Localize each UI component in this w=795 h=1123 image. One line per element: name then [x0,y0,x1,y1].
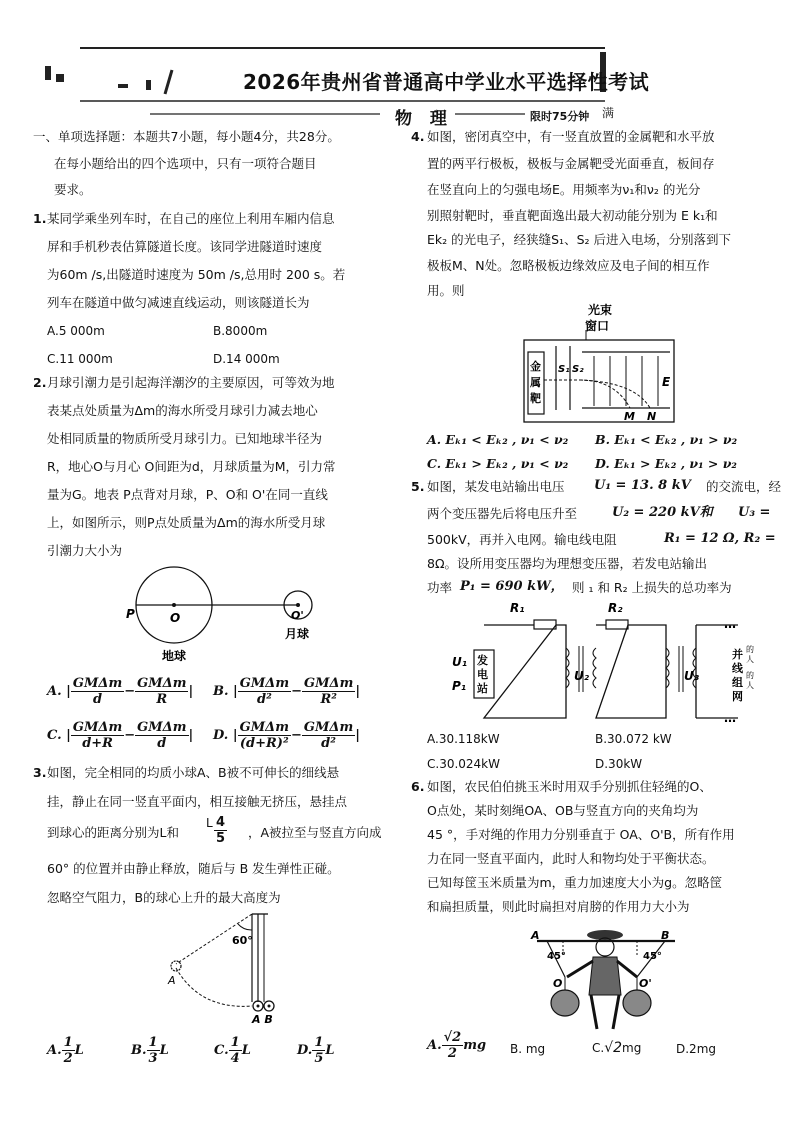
q2-text: 表某点处质量为Δm的海水所受月球引力减去地心 [47,403,318,418]
q6-option-b[interactable]: B. mg [510,1042,546,1056]
q4-label-n: N [647,410,657,423]
q4-label-target-2: 属 [530,376,541,389]
q5-text: 的交流电，经 [706,479,782,494]
q4-text: 如图，密闭真空中，有一竖直放置的金属靶和水平放 [427,129,715,144]
q4-text: 极板M、N处。忽略极板边缘效应及电子间的相互作 [427,258,710,273]
q5-u1: U₁ = 13. 8 kV [594,478,691,493]
q3-number: 3. [33,765,47,780]
q5-option-c[interactable]: C.30.024kW [427,757,500,771]
q4-label-window: 窗口 [585,319,610,333]
q3-text: 挂，静止在同一竖直平面内，相互接触无挤压，悬挂点 [47,794,348,809]
q3-option-d[interactable]: D. $\frac{1}{5}$ L [297,1035,335,1066]
q2-label-p: P [126,607,135,621]
section-heading: 一、单项选择题：本题共7小题，每小题4分，共28分。 [33,129,340,144]
q3-pendulum-figure [160,910,300,1025]
q2-label-earth: 地球 [162,649,187,663]
q3-label-angle: 60° [232,934,253,947]
q5-option-b[interactable]: B.30.072 kW [595,732,672,746]
q6-text: 和扁担质量，则此时扁担对肩膀的作用力大小为 [427,899,690,914]
q2-text: 上，如图所示，则P点处质量为Δm的海水所受月球 [47,515,326,530]
q1-option-c[interactable]: C.11 000m [47,352,113,366]
q4-label-s1: S₁ [558,364,570,375]
q5-label-r1: R₁ [510,601,525,615]
q4-option-c[interactable]: C. Eₖ₁ > Eₖ₂ , ν₁ < ν₂ [427,456,569,471]
q4-photoelectric-figure [520,300,690,425]
q2-text: 量为G。地表 P点背对月球，P、O和 O'在同一直线 [47,487,328,502]
q3-text: 到球心的距离分别为L和 [47,825,179,840]
q2-text: 月球引潮力是引起海洋潮汐的主要原因，可等效为地 [47,375,335,390]
q1-text: 屏和手机秒表估算隧道长度。该同学进隧道时速度 [47,239,323,254]
q3-option-a[interactable]: A. $\frac{1}{2}$ L [47,1035,84,1066]
q5-station-3: 站 [477,682,488,695]
q5-side-1: 的 [746,645,754,654]
q2-number: 2. [33,375,47,390]
full-mark: 满 [602,106,615,120]
q4-option-d[interactable]: D. Eₖ₁ > Eₖ₂ , ν₁ > ν₂ [595,456,737,471]
q3-fraction: $\frac{4}{5}$ [216,815,226,846]
q4-label-s2: S₂ [572,364,584,375]
q5-grid-3: 组 [732,676,743,689]
q6-option-a[interactable]: A. $\frac{√2}{2}$ mg [427,1030,487,1061]
q4-text: 在竖直向上的匀强电场E。用频率为ν₁和ν₂ 的光分 [427,182,701,197]
q5-u2: U₂ = 220 kV和 [612,505,713,520]
q2-option-b[interactable]: B. | $\frac{\text{GMΔm}}{\text{d²}}$ − $\frac{\text{GMΔm}}{\text{R²}}$ | [213,676,361,707]
q5-number: 5. [411,479,425,494]
q5-text: 则 ₁ 和 R₂ 上损失的总功率为 [572,580,732,595]
q2-option-c[interactable]: C. | $\frac{\text{GMΔm}}{d+R}$ − $\frac{\text{GMΔm}}{d}$ | [47,720,194,751]
q6-label-a: A [531,929,540,942]
q5-grid-2: 线 [732,662,743,675]
q6-label-b: B [661,929,670,942]
q2-label-moon: 月球 [285,627,310,641]
q4-text: 用。则 [427,283,465,298]
q3-text: ，A被拉至与竖直方向成 [248,825,382,840]
q6-number: 6. [411,779,425,794]
q6-text: O点处，某时刻绳OA、OB与竖直方向的夹角均为 [427,803,699,818]
q5-grid-4: 网 [732,690,743,703]
q5-side-2: 人 [746,655,754,664]
section-instruction-2: 要求。 [54,182,92,197]
q3-label-ab: A B [252,1013,273,1025]
q5-label-u1: U₁ [452,655,467,669]
q1-option-a[interactable]: A.5 000m [47,324,105,338]
q3-text: 忽略空气阻力，B的球心上升的最大高度为 [47,890,281,905]
q1-text: 列车在隧道中做匀减速直线运动，则该隧道长为 [47,295,310,310]
q5-text: 两个变压器先后将电压升至 [427,506,578,521]
q4-option-a[interactable]: A. Eₖ₁ < Eₖ₂ , ν₁ < ν₂ [427,432,569,447]
q6-farmer-figure [525,925,685,1033]
q5-u3: U₃ = [738,505,771,520]
q3-option-b[interactable]: B. $\frac{1}{3}$ L [131,1035,169,1066]
exam-title: 2026年贵州省普通高中学业水平选择性考试 [243,70,650,94]
q3-label-a: A [168,974,176,987]
q4-label-beam: 光束 [588,303,613,317]
q3-option-c[interactable]: C. $\frac{1}{4}$ L [214,1035,251,1066]
q6-label-o: O [553,977,563,990]
q2-text: 引潮力大小为 [47,543,123,558]
section-instruction: 在每小题给出的四个选项中，只有一项符合题目 [54,156,317,171]
q3-text: 如图，完全相同的均质小球A、B被不可伸长的细线悬 [47,765,340,780]
q2-text: R，地心O与月心 O间距为d，月球质量为M，引力常 [47,459,336,474]
time-limit: 限时75分钟 [530,110,590,123]
q3-text: 60° 的位置并由静止释放，随后与 B 发生弹性正碰。 [47,861,340,876]
q2-label-o: O [170,611,181,625]
q6-text: 已知每筐玉米质量为m，重力加速度大小为g。忽略筐 [427,875,723,890]
q6-text: 力在同一竖直平面内，此时人和物均处于平衡状态。 [427,851,715,866]
svg-text:…: … [724,711,736,725]
q5-text: 500kV，再并入电网。输电线电阻 [427,532,617,547]
q3-frac-prefix: L [206,816,213,830]
q6-label-angle-left: 45° [547,951,566,962]
q2-label-o2: O' [291,609,304,622]
q1-option-d[interactable]: D.14 000m [213,352,280,366]
q6-text: 如图，农民伯伯挑玉米时用双手分别抓住轻绳的O、 [427,779,712,794]
q4-text: Ek₂ 的光电子，经狭缝S₁、S₂ 后进入电场，分别落到下 [427,232,731,247]
q4-label-m: M [624,410,635,423]
q5-grid-1: 并 [732,648,743,661]
q5-option-a[interactable]: A.30.118kW [427,732,500,746]
subject-title: 物 理 [395,109,453,129]
q5-label-p1: P₁ [452,679,467,693]
q4-number: 4. [411,129,425,144]
q2-text: 处相同质量的物质所受月球引力。已知地球半径为 [47,431,323,446]
q6-label-angle-right: 45° [643,951,662,962]
q1-option-b[interactable]: B.8000m [213,324,268,338]
q2-option-a[interactable]: A. | $\frac{\text{GMΔm}}{d}$ − $\frac{\text{GMΔm}}{R}$ | [47,676,194,707]
q6-text: 45 °，手对绳的作用力分别垂直于 OA、O'B，所有作用 [427,827,735,842]
q5-station-2: 电 [477,668,488,681]
q5-r: R₁ = 12 Ω, R₂ = [664,531,776,546]
q6-option-d[interactable]: D.2mg [676,1042,716,1056]
q1-text: 为60m /s,出隧道时速度为 50m /s,总用时 200 s。若 [47,267,346,282]
q4-label-target-3: 靶 [530,392,541,405]
q5-station-1: 发 [477,654,488,667]
q1-text: 某同学乘坐列车时，在自己的座位上利用车厢内信息 [47,211,335,226]
q5-text: 如图，某发电站输出电压 [427,479,565,494]
q6-option-c[interactable]: C.√2mg [592,1040,642,1056]
q4-text: 别照射靶时，垂直靶面逸出最大初动能分别为 E k₁和 [427,208,718,223]
q4-text: 置的两平行极板，极板与金属靶受光面垂直，板间存 [427,156,715,171]
q1-number: 1. [33,211,47,226]
q5-transformer-circuit [448,598,758,726]
q2-option-d[interactable]: D. | $\frac{\text{GMΔm}}{\text{(d+R)²}}$ − $\frac{\text{GMΔm}}{\text{d²}}$ | [213,720,360,751]
q2-earth-moon-figure [120,560,320,665]
q5-label-u3: U₃ [684,669,699,683]
q5-p1: P₁ = 690 kW， [460,579,564,594]
q5-label-r2: R₂ [608,601,623,615]
q5-text: 功率 [427,580,453,595]
svg-text:…: … [724,617,736,631]
q5-label-u2: U₂ [574,669,589,683]
q4-label-target-1: 金 [530,360,541,373]
q4-option-b[interactable]: B. Eₖ₁ < Eₖ₂ , ν₁ > ν₂ [595,432,738,447]
q4-label-e: E [662,375,671,389]
q5-text: 8Ω。设所用变压器均为理想变压器，若发电站输出 [427,556,708,571]
q5-side-4: 人 [746,681,754,690]
q5-side-3: 的 [746,671,754,680]
q6-label-o2: O' [639,977,652,990]
q5-option-d[interactable]: D.30kW [595,757,643,771]
